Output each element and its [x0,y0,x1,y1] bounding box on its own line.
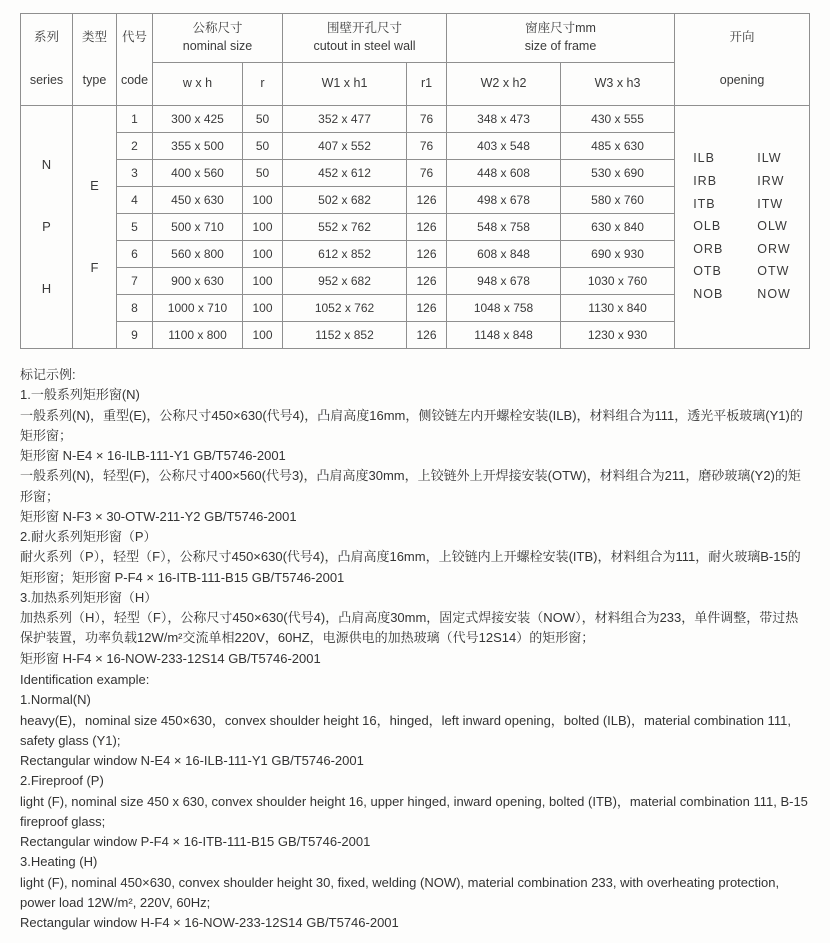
opening-code: ORW [757,241,791,256]
cell-code: 2 [117,133,153,160]
cell-w2h2: 608 x 848 [447,241,561,268]
identification-examples [20,365,810,933]
examples-heading-en: Identification example: [20,671,150,687]
cell-w1h1: 612 x 852 [283,241,407,268]
example-line: 3.Heating (H) [20,854,98,870]
col-header-r: r [243,63,283,106]
cell-w3h3: 530 x 690 [561,160,675,187]
type-cell [73,106,117,349]
opening-code: ITW [757,196,784,211]
col-header-opening-en: opening [719,73,765,88]
cell-w2h2: 498 x 678 [447,187,561,214]
cell-r: 50 [243,133,283,160]
cell-r1: 126 [407,187,447,214]
cell-code: 4 [117,187,153,214]
cell-r1: 76 [407,133,447,160]
cell-wxh: 1000 x 710 [153,295,243,322]
opening-code: ILB [693,151,715,166]
opening-code: OLW [757,219,788,234]
col-header-series [21,14,73,106]
cell-r1: 76 [407,106,447,133]
cell-r1: 126 [407,322,447,349]
opening-code: ORB [693,241,724,256]
cell-w3h3: 1130 x 840 [561,295,675,322]
cell-w2h2: 948 x 678 [447,268,561,295]
cell-code: 9 [117,322,153,349]
group-header-cutout [283,14,447,63]
type-f: F [90,260,99,276]
cell-r: 100 [243,187,283,214]
col-header-code [117,14,153,106]
col-header-type-en: type [82,73,107,88]
cell-code: 5 [117,214,153,241]
example-line: 3.加热系列矩形窗（H） [20,589,158,605]
opening-code: OLB [693,219,722,234]
col-header-r1: r1 [407,63,447,106]
cell-wxh: 500 x 710 [153,214,243,241]
cell-code: 7 [117,268,153,295]
cell-w1h1: 452 x 612 [283,160,407,187]
cell-w3h3: 430 x 555 [561,106,675,133]
example-line: Rectangular window H-F4 × 16-NOW-233-12S14 GB/T5746-2001 [20,915,399,931]
cell-code: 3 [117,160,153,187]
example-line: 矩形窗 H-F4 × 16-NOW-233-12S14 GB/T5746-2001 [20,650,321,666]
opening-code: ILW [757,151,782,166]
example-line: Rectangular window N-E4 × 16-ILB-111-Y1 GB/T5746-2001 [20,753,364,769]
cell-w2h2: 1048 x 758 [447,295,561,322]
cell-w3h3: 485 x 630 [561,133,675,160]
opening-code: IRB [693,173,718,188]
cell-w1h1: 1152 x 852 [283,322,407,349]
cell-r: 100 [243,214,283,241]
cell-r1: 126 [407,241,447,268]
cell-r: 100 [243,322,283,349]
cell-w2h2: 448 x 608 [447,160,561,187]
cell-w2h2: 348 x 473 [447,106,561,133]
cell-w2h2: 548 x 758 [447,214,561,241]
example-line: light (F), nominal size 450 x 630, convex shoulder height 16, upper hinged, inward opening, bolted (ITB)，material combination 111, B-15 fireproof glass; [20,793,808,829]
col-header-code-cn: 代号 [121,30,147,45]
col-header-w2h2: W2 x h2 [447,63,561,106]
opening-code: ITB [693,196,716,211]
cell-r1: 126 [407,268,447,295]
group-header-nominal-en: nominal size [182,39,253,53]
cell-r: 100 [243,241,283,268]
cell-r: 100 [243,295,283,322]
cell-r: 50 [243,160,283,187]
table-row [21,106,810,133]
group-header-nominal-cn: 公称尺寸 [192,21,243,36]
series-p: P [42,218,51,234]
window-dimensions-table [20,13,810,349]
cell-w3h3: 1230 x 930 [561,322,675,349]
example-line: 2.Fireproof (P) [20,773,104,789]
cell-w3h3: 1030 x 760 [561,268,675,295]
col-header-series-en: series [29,73,64,88]
cell-wxh: 355 x 500 [153,133,243,160]
cell-r1: 76 [407,160,447,187]
group-header-cutout-en: cutout in steel wall [313,39,416,53]
group-header-frame-en: size of frame [524,39,597,53]
cell-w2h2: 403 x 548 [447,133,561,160]
cell-w1h1: 502 x 682 [283,187,407,214]
example-line: 一般系列(N)，重型(E)，公称尺寸450×630(代号4)，凸肩高度16mm，侧铰链左内开螺栓安装(ILB)，材料组合为111，透光平板玻璃(Y1)的矩形窗； [20,407,803,443]
cell-w2h2: 1148 x 848 [447,322,561,349]
cell-w3h3: 690 x 930 [561,241,675,268]
example-line: 加热系列（H），轻型（F），公称尺寸450×630(代号4)，凸肩高度30mm，固定式焊接安装（NOW），材料组合为233，单件调整，带过热保护装置，功率负载12W/m²交流单相220V，60HZ，电源供电的加热玻璃（代号12S14）的矩形窗； [20,610,799,646]
examples-heading-cn: 标记示例: [20,367,76,382]
opening-code: NOW [757,287,791,302]
opening-code: NOB [693,287,724,302]
cell-r: 100 [243,268,283,295]
col-header-opening-cn: 开向 [729,30,755,45]
opening-code: IRW [757,173,785,188]
group-header-cutout-cn: 围壁开孔尺寸 [327,21,403,36]
cell-wxh: 900 x 630 [153,268,243,295]
col-header-type-cn: 类型 [81,30,107,45]
cell-r1: 126 [407,214,447,241]
col-header-w1h1: W1 x h1 [283,63,407,106]
example-line: 1.Normal(N) [20,692,91,708]
col-header-wxh: w x h [153,63,243,106]
cell-code: 6 [117,241,153,268]
cell-wxh: 450 x 630 [153,187,243,214]
col-header-w3h3: W3 x h3 [561,63,675,106]
example-line: light (F), nominal 450×630, convex shoulder height 30, fixed, welding (NOW), material combination 233, with overheating protection, power load 12W/m², 220V, 60Hz; [20,874,780,910]
cell-code: 8 [117,295,153,322]
identification-examples-en [20,670,810,933]
example-line: 耐火系列（P），轻型（F），公称尺寸450×630(代号4)，凸肩高度16mm，上铰链内上开螺栓安装(ITB)，材料组合为111，耐火玻璃B-15的矩形窗；矩形窗 P-F4 × 16-ITB-111-B15 GB/T5746-2001 [20,549,801,585]
cell-wxh: 300 x 425 [153,106,243,133]
group-header-frame-size [447,14,675,63]
group-header-frame-cn: 窗座尺寸mm [525,21,596,36]
col-header-code-en: code [120,73,149,88]
cell-wxh: 400 x 560 [153,160,243,187]
example-line: 矩形窗 N-F3 × 30-OTW-211-Y2 GB/T5746-2001 [20,508,297,524]
cell-w1h1: 1052 x 762 [283,295,407,322]
example-line: 一般系列(N)，轻型(F)，公称尺寸400×560(代号3)，凸肩高度30mm，上铰链外上开焊接安装(OTW)，材料组合为211，磨砂玻璃(Y2)的矩形窗； [20,468,801,504]
col-header-opening [675,14,810,106]
cell-w3h3: 580 x 760 [561,187,675,214]
header-row-groups [21,14,810,63]
cell-code: 1 [117,106,153,133]
col-header-type [73,14,117,106]
cell-r1: 126 [407,295,447,322]
cell-w3h3: 630 x 840 [561,214,675,241]
series-h: H [41,280,52,296]
series-n: N [41,156,52,172]
opening-code: OTB [693,264,722,279]
col-header-series-cn: 系列 [33,30,59,45]
cell-w1h1: 407 x 552 [283,133,407,160]
example-line: heavy(E)，nominal size 450×630，convex shoulder height 16，hinged，left inward opening，bolted (ILB)，material combination 111, safety glass (Y1); [20,712,791,748]
cell-wxh: 1100 x 800 [153,322,243,349]
opening-cell [675,106,810,349]
group-header-nominal-size [153,14,283,63]
cell-w1h1: 552 x 762 [283,214,407,241]
opening-code: OTW [757,264,790,279]
cell-w1h1: 352 x 477 [283,106,407,133]
cell-w1h1: 952 x 682 [283,268,407,295]
cell-wxh: 560 x 800 [153,241,243,268]
example-line: 2.耐火系列矩形窗（P） [20,529,157,545]
type-e: E [90,177,99,193]
series-cell [21,106,73,349]
cell-r: 50 [243,106,283,133]
example-line: Rectangular window P-F4 × 16-ITB-111-B15 GB/T5746-2001 [20,834,371,850]
example-line: 1.一般系列矩形窗(N) [20,387,140,403]
example-line: 矩形窗 N-E4 × 16-ILB-111-Y1 GB/T5746-2001 [20,448,286,464]
